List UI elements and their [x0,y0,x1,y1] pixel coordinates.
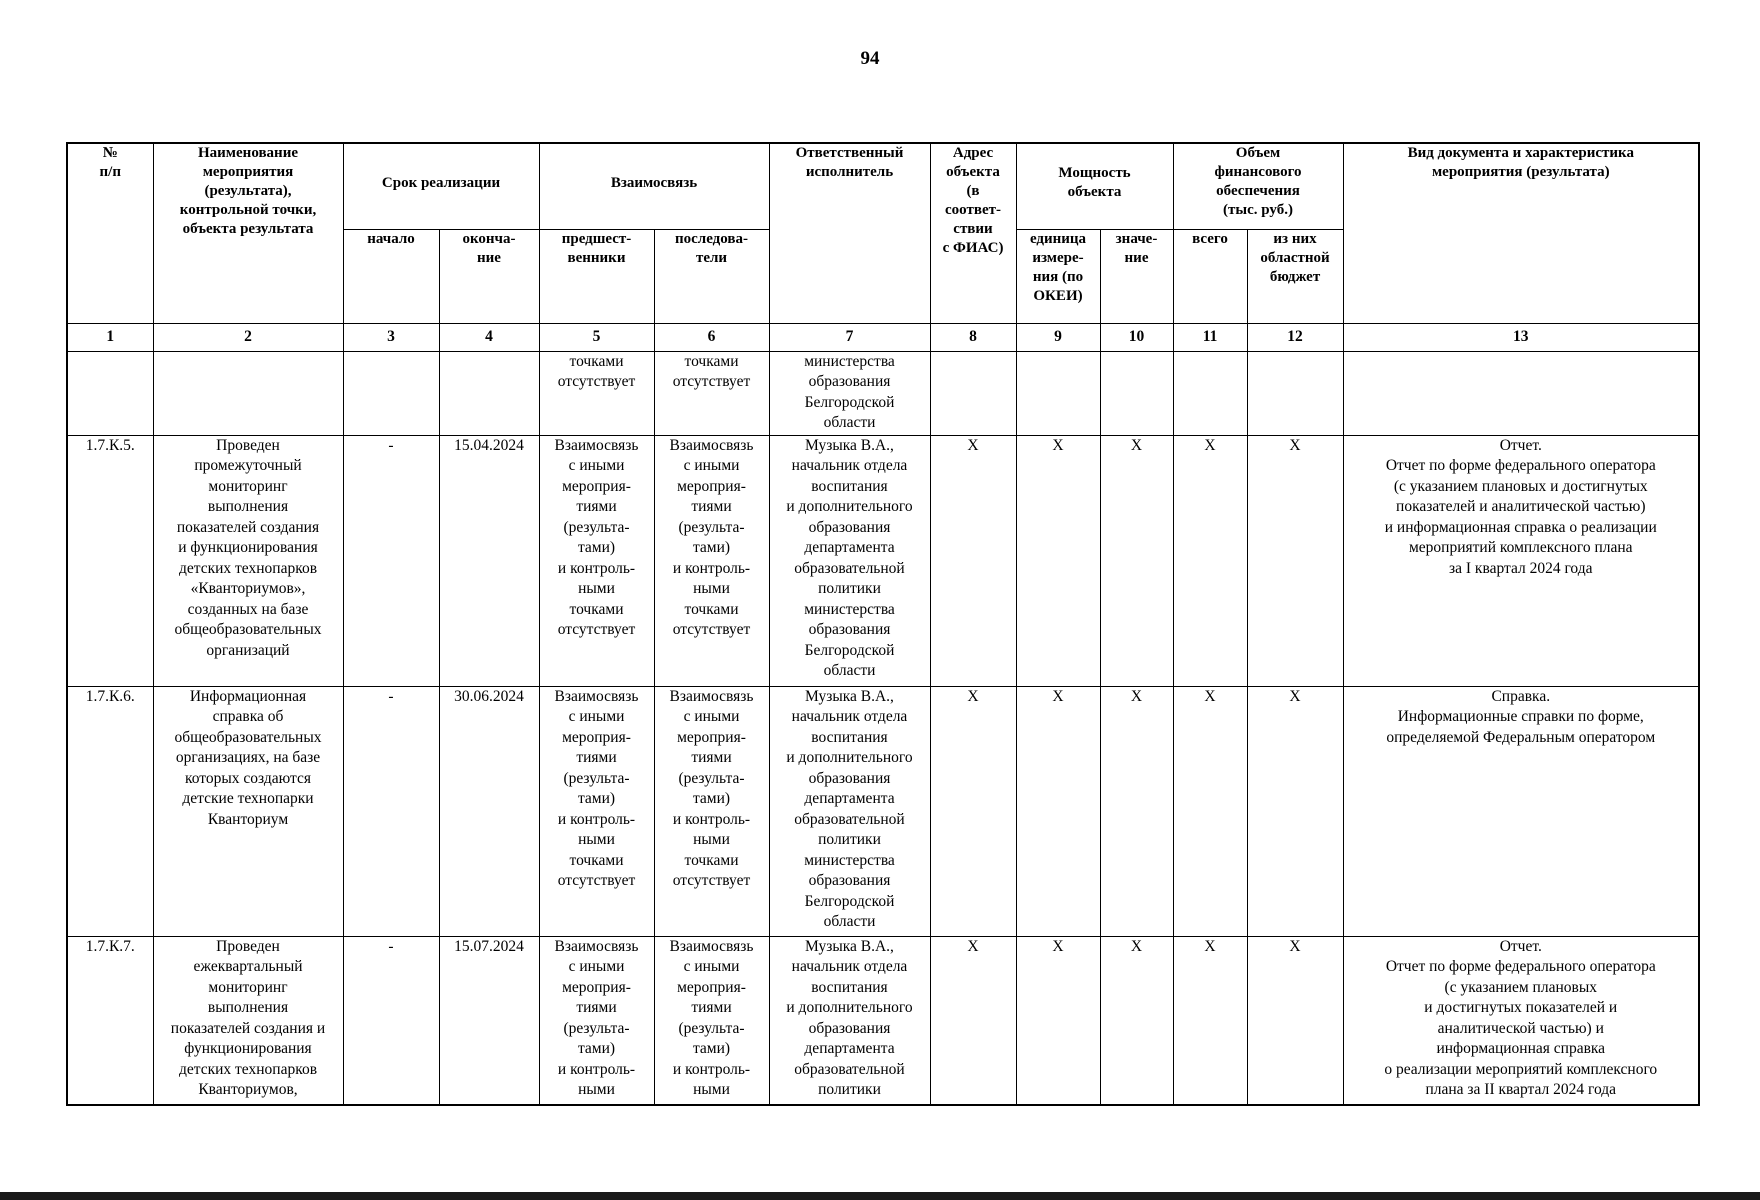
column-number: 13 [1343,323,1699,351]
header-address: Адрес объекта (в соответ- ствии с ФИАС) [930,143,1016,323]
cell-doc [1343,351,1699,435]
header-finance: Объем финансового обеспечения (тыс. руб.) [1173,143,1343,229]
header-term-start: начало [343,229,439,323]
page-number: 94 [860,48,880,69]
table-row [67,435,1699,686]
cell-address: X [930,686,1016,936]
column-numbers-row [67,323,1699,351]
cell-value: X [1100,435,1173,686]
cell-next: Взаимосвязь с иными мероприя- тиями (результа- тами) и контроль- ными точками отсутствует [654,686,769,936]
cell-next: Взаимосвязь с иными мероприя- тиями (результа- тами) и контроль- ными [654,936,769,1105]
header-doc-type: Вид документа и характеристика мероприятия (результата) [1343,143,1699,323]
header-cap-value: значе- ние [1100,229,1173,323]
cell-next: точками отсутствует [654,351,769,435]
header-name: Наименование мероприятия (результата), контрольной точки, объекта результата [153,143,343,323]
cell-value: X [1100,936,1173,1105]
header-relation: Взаимосвязь [539,143,769,229]
cell-unit: X [1016,936,1100,1105]
cell-name: Информационная справка об общеобразовательных организациях, на базе которых создаются детские технопарки Кванториум [153,686,343,936]
header-rel-next: последова- тели [654,229,769,323]
column-number: 3 [343,323,439,351]
header-term-end: оконча- ние [439,229,539,323]
cell-value [1100,351,1173,435]
header-number: № п/п [67,143,153,323]
cell-end: 15.04.2024 [439,435,539,686]
header-responsible: Ответственный исполнитель [769,143,930,323]
cell-doc: Отчет. Отчет по форме федерального оператора (с указанием плановых и достигнутых показателей и аналитической частью) и информационная справка о реализации мероприятий комплексного плана за II квартал 2024 года [1343,936,1699,1105]
table-row [67,351,1699,435]
column-number: 7 [769,323,930,351]
cell-address [930,351,1016,435]
table-row [67,936,1699,1105]
scan-edge-bar [0,1192,1760,1200]
header-rel-prev: предшест- венники [539,229,654,323]
cell-address: X [930,936,1016,1105]
cell-name [153,351,343,435]
header-fin-regional: из них областной бюджет [1247,229,1343,323]
column-number: 12 [1247,323,1343,351]
cell-start [343,351,439,435]
plan-table [66,142,1700,1106]
cell-prev: Взаимосвязь с иными мероприя- тиями (результа- тами) и контроль- ными точками отсутствует [539,435,654,686]
cell-unit: X [1016,686,1100,936]
cell-num: 1.7.К.6. [67,686,153,936]
cell-name: Проведен промежуточный мониторинг выполнения показателей создания и функционирования детских технопарков «Кванториумов», созданных на базе общеобразовательных организаций [153,435,343,686]
cell-start: - [343,435,439,686]
header-fin-total: всего [1173,229,1247,323]
column-number: 8 [930,323,1016,351]
cell-regional [1247,351,1343,435]
cell-total [1173,351,1247,435]
cell-responsible: Музыка В.А., начальник отдела воспитания и дополнительного образования департамента образовательной политики министерства образования Белгородской области [769,435,930,686]
cell-prev: Взаимосвязь с иными мероприя- тиями (результа- тами) и контроль- ными точками отсутствует [539,686,654,936]
header-term: Срок реализации [343,143,539,229]
cell-next: Взаимосвязь с иными мероприя- тиями (результа- тами) и контроль- ными точками отсутствует [654,435,769,686]
table-row [67,686,1699,936]
column-number: 10 [1100,323,1173,351]
cell-prev: точками отсутствует [539,351,654,435]
column-number: 11 [1173,323,1247,351]
cell-num [67,351,153,435]
cell-num: 1.7.К.7. [67,936,153,1105]
cell-total: X [1173,936,1247,1105]
column-number: 9 [1016,323,1100,351]
cell-unit: X [1016,435,1100,686]
cell-responsible: Музыка В.А., начальник отдела воспитания и дополнительного образования департамента образовательной политики [769,936,930,1105]
cell-doc: Отчет. Отчет по форме федерального оператора (с указанием плановых и достигнутых показателей и аналитической частью) и информационная справка о реализации мероприятий комплексного плана за I квартал 2024 года [1343,435,1699,686]
cell-name: Проведен ежеквартальный мониторинг выполнения показателей создания и функционирования детских технопарков Кванториумов, [153,936,343,1105]
cell-end [439,351,539,435]
cell-num: 1.7.К.5. [67,435,153,686]
cell-start: - [343,686,439,936]
column-number: 4 [439,323,539,351]
cell-end: 30.06.2024 [439,686,539,936]
cell-prev: Взаимосвязь с иными мероприя- тиями (результа- тами) и контроль- ными [539,936,654,1105]
column-number: 2 [153,323,343,351]
cell-responsible: Музыка В.А., начальник отдела воспитания и дополнительного образования департамента образовательной политики министерства образования Белгородской области [769,686,930,936]
cell-unit [1016,351,1100,435]
cell-regional: X [1247,686,1343,936]
cell-total: X [1173,435,1247,686]
cell-end: 15.07.2024 [439,936,539,1105]
cell-regional: X [1247,435,1343,686]
header-cap-unit: единица измере- ния (по ОКЕИ) [1016,229,1100,323]
column-number: 1 [67,323,153,351]
header-capacity: Мощность объекта [1016,143,1173,229]
cell-start: - [343,936,439,1105]
cell-regional: X [1247,936,1343,1105]
cell-total: X [1173,686,1247,936]
cell-doc: Справка. Информационные справки по форме, определяемой Федеральным оператором [1343,686,1699,936]
column-number: 6 [654,323,769,351]
cell-address: X [930,435,1016,686]
column-number: 5 [539,323,654,351]
cell-responsible: министерства образования Белгородской области [769,351,930,435]
cell-value: X [1100,686,1173,936]
